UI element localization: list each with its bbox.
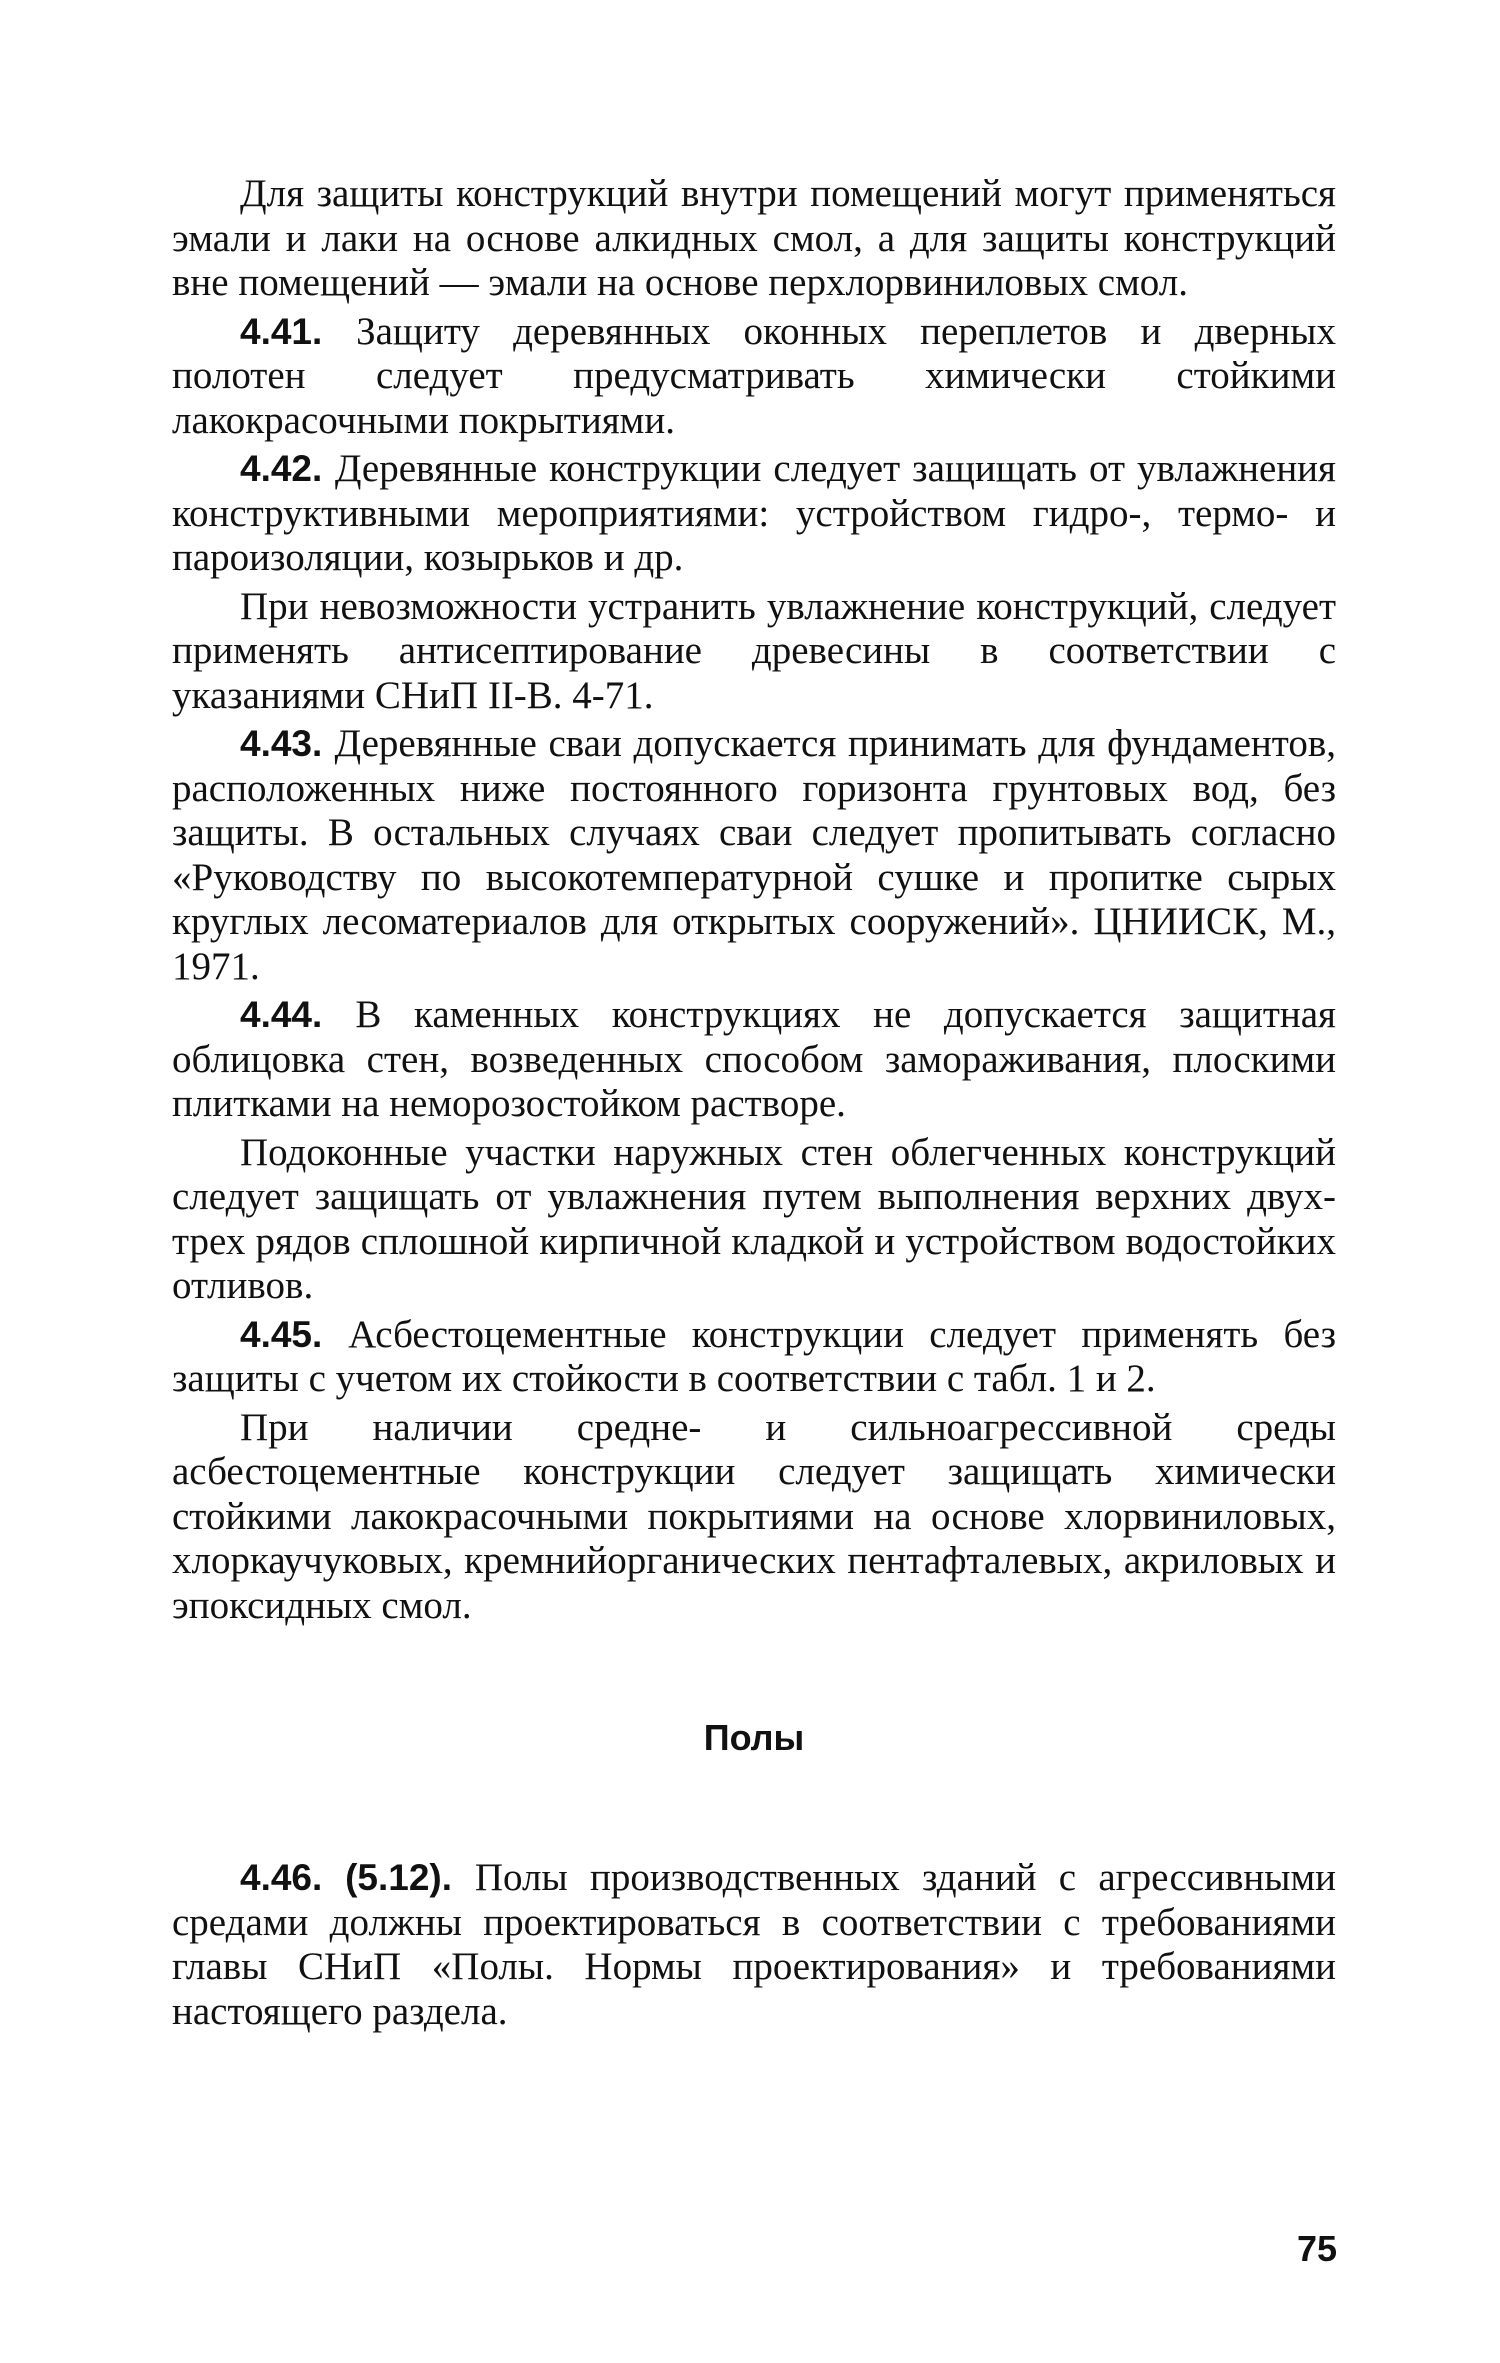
page-content — [172, 172, 1336, 2038]
paragraph-text: При невозможности устранить увлажнение конструкций, следует применять антисептирование древесины в соответствии с указаниями СНиП II-В. 4-71. — [172, 584, 1336, 717]
paragraph-4-43 — [172, 722, 1336, 989]
paragraph-text: Подоконные участки наружных стен облегченных конструкций следует защищать от увлажнения путем выполнения верхних двух-трех рядов сплошной кирпичной кладкой и устройством водостойких отливов. — [172, 1130, 1336, 1307]
paragraph-4-46 — [172, 1856, 1336, 2034]
paragraph-text: Деревянные конструкции следует защищать от увлажнения конструктивными мероприятиями: устройством гидро-, термо- и пароизоляции, козырьков и др. — [172, 447, 1336, 579]
paragraph-4-44 — [172, 993, 1336, 1127]
paragraph-text: Полы производственных зданий с агрессивными средами должны проектироваться в соответствии с требованиями главы СНиП «Полы. Нормы проектирования» и требованиями настоящего раздела. — [172, 1856, 1336, 2033]
page-number: 75 — [1296, 2228, 1337, 2269]
clause-number: 4.44. — [240, 994, 356, 1035]
clause-number: 4.46. (5.12). — [240, 1857, 475, 1898]
clause-number: 4.43. — [240, 723, 335, 764]
paragraph-text: В каменных конструкциях не допускается защитная облицовка стен, возведенных способом замораживания, плоскими плитками на неморозостойком растворе. — [172, 993, 1336, 1125]
clause-number: 4.41. — [240, 310, 357, 352]
paragraph-list-bottom — [172, 1856, 1336, 2034]
paragraph-aggressive-media — [172, 1406, 1336, 1629]
paragraph-window-sills — [172, 1131, 1336, 1309]
paragraph-text: Для защиты конструкций внутри помещений могут применяться эмали и лаки на основе алкидных смол, а для защиты конструкций вне помещений — эмали на основе перхлорвиниловых смол. — [172, 172, 1336, 304]
clause-number: 4.45. — [240, 1313, 349, 1355]
section-title: Полы — [703, 1717, 805, 1758]
paragraph-text: При наличии средне- и сильноагрессивной среды асбестоцементные конструкции следует защищать химически стойкими лакокрасочными покрытиями на основе хлорвиниловых, хлоркаучуковых, кремнийорганических пентафталевых, акриловых и эпоксидных смол. — [172, 1405, 1336, 1627]
paragraph-list-top — [172, 172, 1336, 1628]
paragraph-antiseptic — [172, 585, 1336, 719]
paragraph-4-41 — [172, 310, 1336, 444]
paragraph-4-45 — [172, 1313, 1336, 1402]
paragraph-intro-enamels — [172, 172, 1336, 306]
paragraph-text: Защиту деревянных оконных переплетов и дверных полотен следует предусматривать химически стойкими лакокрасочными покрытиями. — [172, 309, 1336, 442]
clause-number: 4.42. — [240, 448, 335, 489]
paragraph-text: Деревянные сваи допускается принимать для фундаментов, расположенных ниже постоянного горизонта грунтовых вод, без защиты. В остальных случаях сваи следует пропитывать согласно «Руководству по высокотемпературной сушке и пропитке сырых круглых лесоматериалов для открытых сооружений». ЦНИИСК, М., 1971. — [172, 722, 1336, 988]
paragraph-4-42 — [172, 447, 1336, 581]
paragraph-text: Асбестоцементные конструкции следует применять без защиты с учетом их стойкости в соответствии с табл. 1 и 2. — [172, 1312, 1336, 1400]
